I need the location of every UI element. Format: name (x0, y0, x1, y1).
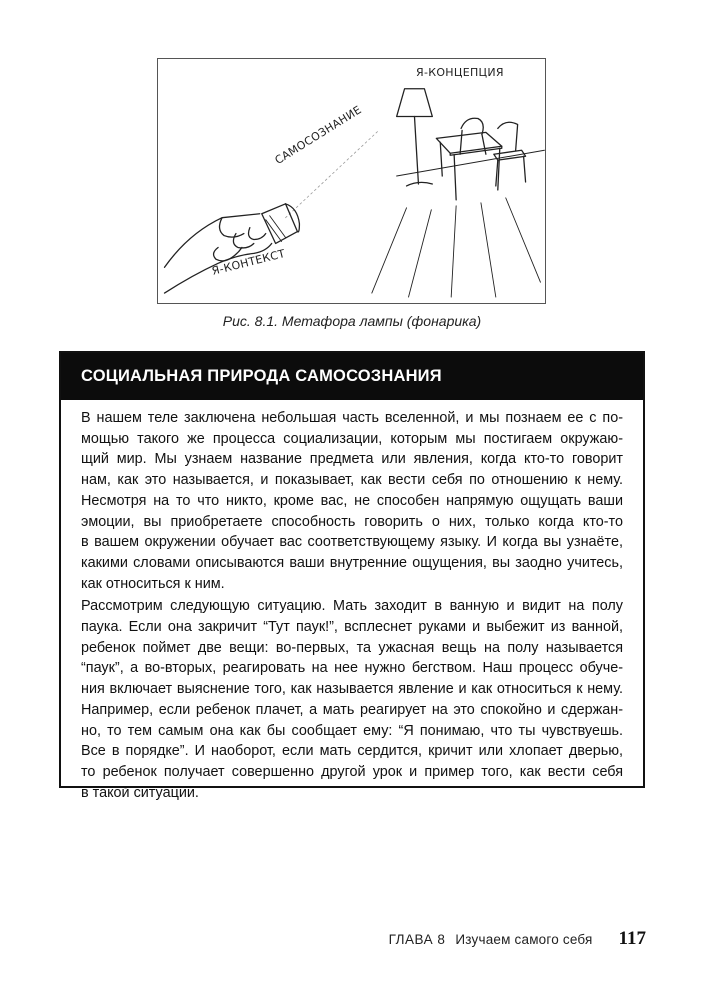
figure-caption: Рис. 8.1. Метафора лампы (фонарика) (222, 313, 482, 329)
text-line: Рассмотрим следующую ситуацию. Мать заходит в ванную и видит на полу (81, 598, 623, 615)
chapter-title: Изучаем самого себя (455, 932, 593, 947)
text-line: как относиться к ним. (81, 575, 225, 592)
context-label: Я-КОНТЕКСТ (210, 246, 287, 278)
sidebar-body (61, 400, 643, 803)
awareness-label: САМОСОЗНАНИЕ (272, 103, 364, 168)
text-line: ния включает выяснение того, как называется явление и как относиться к нему. (81, 681, 623, 698)
sidebar-title: СОЦИАЛЬНАЯ ПРИРОДА САМОСОЗНАНИЯ (61, 353, 643, 400)
text-line: какими словами описываются ваши внутренние ощущения, вы заодно учитесь, (81, 554, 623, 571)
chapter-label: ГЛАВА 8 (388, 932, 446, 947)
sidebar-box (59, 351, 645, 801)
page-number: 117 (618, 928, 646, 949)
concept-label: Я-КОНЦЕПЦИЯ (416, 66, 504, 79)
sidebar-paragraph-1 (81, 408, 623, 594)
text-line: “паук”, а во-вторых, реагировать на нее нужно бегством. Наш процесс обуче- (81, 660, 623, 677)
text-line: ребенок поймет две вещи: во-первых, та ужасная вещь на полу называется (81, 639, 623, 656)
text-line: нам, как это называется, и показывает, как вести себя по отношению к нему. (81, 472, 623, 489)
page-footer (389, 928, 646, 950)
text-line: Несмотря на то что никто, кроме вас, не способен напрямую ощущать ваши (81, 492, 623, 509)
text-line: мощью такого же процесса социализации, которым мы постигаем окружаю- (81, 430, 623, 447)
text-line: Например, если ребенок плачет, а мать реагирует на это спокойно и сдержан- (81, 701, 623, 718)
sidebar-paragraph-2 (81, 596, 623, 803)
text-line: Все в порядке”. И наоборот, если мать сердится, кричит или хлопает дверью, (81, 743, 623, 760)
text-line: в такой ситуации. (81, 784, 199, 801)
text-line: В нашем теле заключена небольшая часть вселенной, и мы познаем ее с по- (81, 410, 623, 426)
figure-illustration (157, 58, 546, 304)
text-line: то ребенок получает совершенно другой урок и пример того, как вести себя (81, 763, 623, 780)
text-line: паука. Если она закричит “Тут паук!”, всплеснет руками и выбежит из ванной, (81, 619, 623, 636)
text-line: но, то тем самым она как бы сообщает ему: “Я понимаю, что ты чувствуешь. (81, 722, 623, 739)
text-line: в вашем окружении обучает вас соответствующему языку. И когда вы узнаёте, (81, 534, 623, 551)
text-line: эмоции, вы приобретаете способность говорить о них, только когда кто-то (81, 513, 623, 530)
text-line: щий мир. Мы узнаем название предмета или явления, когда кто-то говорит (81, 451, 623, 468)
